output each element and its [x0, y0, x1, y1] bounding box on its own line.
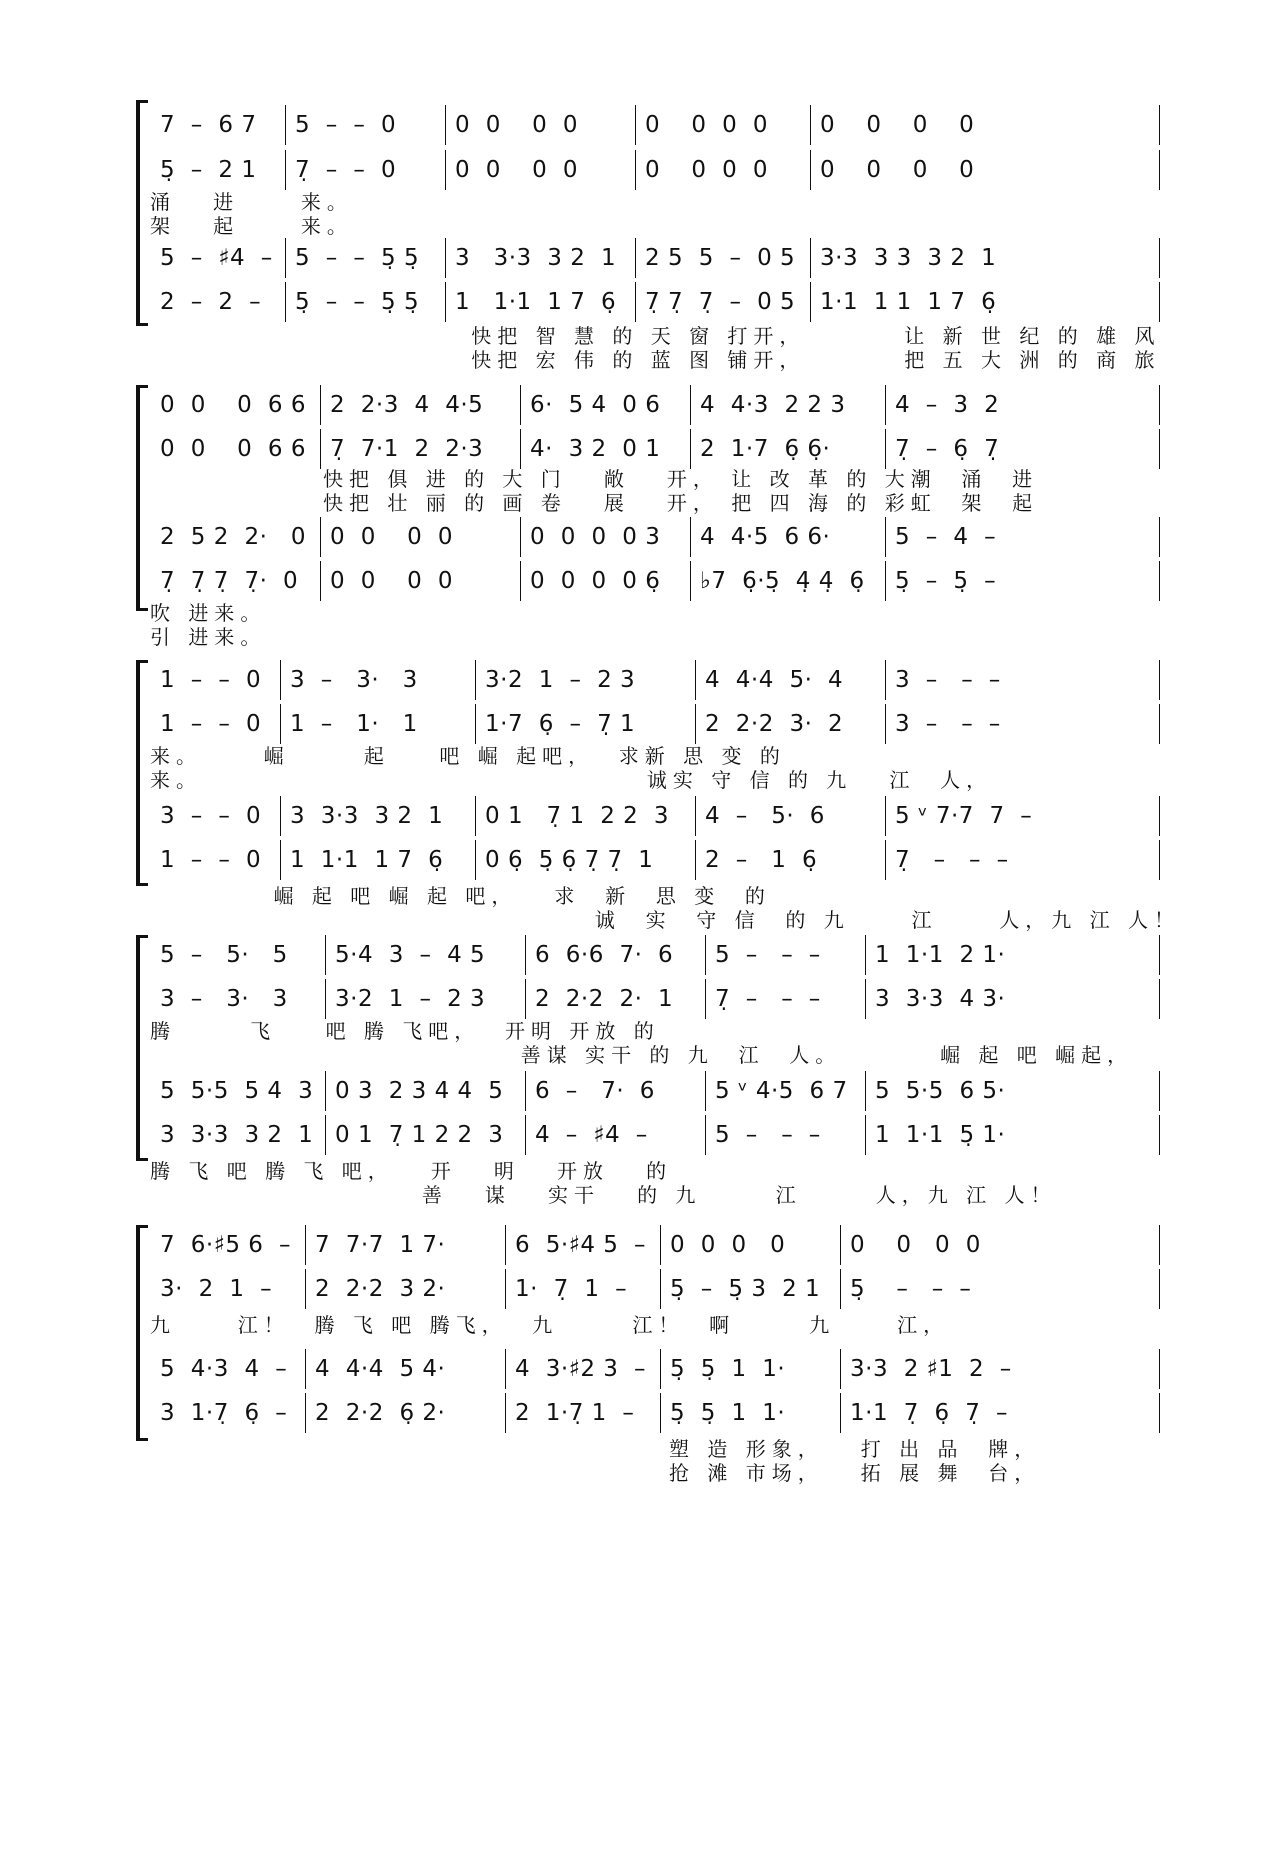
measure: 5 ᵛ 7·7 7 – [895, 803, 1033, 829]
score-system-1 [150, 100, 1161, 372]
measure: 0 0 0 0 [330, 568, 454, 594]
measure: 4 4·5 6 6· [700, 524, 831, 550]
measure: 7 7·7 1 7· [315, 1232, 446, 1258]
score-system-3 [150, 660, 1181, 932]
choir-bracket [136, 100, 148, 326]
measure: 1· 7̣ 1 – [515, 1276, 628, 1302]
lyric-line: 崛 起 吧 崛 起 吧， 求 新 思 变 的 [150, 884, 771, 908]
measure: 0 0 0 0 [645, 112, 769, 138]
measure: 0 3 2 3 4 4 5 [335, 1078, 504, 1104]
measure: 2 2·2 3· 2 [705, 711, 844, 737]
measure: 7 – 6 7 [160, 112, 257, 138]
lyric-line: 来。 诚实 守 信 的 九 江 人， [150, 768, 993, 792]
measure: 2 5 5 – 0 5 [645, 245, 796, 271]
score-system-4 [150, 935, 1160, 1207]
lyric-line: 吹 进来。 [150, 601, 267, 625]
measure: 1·7 6̣ – 7̣ 1 [485, 711, 636, 737]
lyric-line: 善 谋 实干 的 九 江 人，九 江 人！ [150, 1183, 1057, 1207]
measure: 0 0 0 0 [455, 157, 579, 183]
voice-soprano [150, 935, 1160, 975]
measure: ♭7 6̣·5̣ 4̣ 4̣ 6̣ [700, 568, 865, 594]
measure: 1 1·1 1 7 6̣ [290, 847, 444, 873]
measure: 1 – – 0 [160, 667, 262, 693]
measure: 0 0 0 0 3 [530, 524, 661, 550]
voice-soprano [150, 660, 1160, 700]
measure: 5 – – 0 [295, 112, 397, 138]
measure: 2 2·2 6̣ 2· [315, 1400, 446, 1426]
lyric-line: 抢 滩 市场， 拓 展 舞 台， [150, 1461, 1041, 1485]
measure: 0 0 0 0 [820, 157, 975, 183]
measure: 0 1 7̣ 1 2 2 3 [485, 803, 670, 829]
measure: 7̣ 7̣ 7̣ – 0 5 [645, 289, 796, 315]
measure: 3·3 2 ♯1 2 – [850, 1356, 1012, 1382]
measure: 6· 5 4 0 6 [530, 392, 661, 418]
measure: 3 3·3 4 3· [875, 986, 1006, 1012]
measure: 5̣ 5̣ 1 1· [670, 1356, 786, 1382]
measure: 3·2 1 – 2 3 [335, 986, 486, 1012]
score-system-2 [150, 385, 1160, 649]
measure: 1 – – 0 [160, 711, 262, 737]
voice-alto [150, 704, 1160, 744]
voice-bass [150, 1393, 1160, 1433]
measure: 2 – 1 6̣ [705, 847, 818, 873]
measure: 2 2·2 3 2· [315, 1276, 446, 1302]
lyric-line: 诚 实 守 信 的 九 江 人，九 江 人！ [150, 908, 1181, 932]
voice-tenor [150, 238, 1160, 278]
measure: 5̣ – – – [850, 1276, 972, 1302]
measure: 5 – 4 – [895, 524, 997, 550]
lyric-line: 架 起 来。 [150, 214, 353, 238]
lyric-line: 来。 崛 起 吧 崛 起吧， 求新 思 变 的 [150, 744, 786, 768]
measure: 1 1·1 2 1· [875, 942, 1006, 968]
measure: 4 4·4 5· 4 [705, 667, 844, 693]
lyric-line: 快把 俱 进 的 大 门 敞 开， 让 改 革 的 大潮 涌 进 [150, 467, 1039, 491]
measure: 7̣ – – – [895, 847, 1009, 873]
choir-bracket [136, 660, 148, 886]
measure: 4 – 3 2 [895, 392, 1000, 418]
score-system-5 [150, 1225, 1160, 1485]
lyric-line: 快把 宏 伟 的 蓝 图 铺开， 把 五 大 洲 的 商 旅 [150, 348, 1161, 372]
measure: 3 3·3 3 2 1 [160, 1122, 314, 1148]
measure: 7̣ 7̣ 7̣ 7̣· 0 [160, 568, 299, 594]
measure: 0 0 0 0 [670, 1232, 786, 1258]
measure: 0 0 0 0 [820, 112, 975, 138]
measure: 5 5·5 5 4 3 [160, 1078, 314, 1104]
measure: 3·2 1 – 2 3 [485, 667, 636, 693]
measure: 0 0 0 0 [850, 1232, 981, 1258]
voice-tenor [150, 1071, 1160, 1111]
measure: 0 0 0 0 [330, 524, 454, 550]
measure: 5 4·3 4 – [160, 1356, 288, 1382]
voice-bass [150, 840, 1160, 880]
lyric-line: 善谋 实干 的 九 江 人。 崛 起 吧 崛起， [150, 1043, 1134, 1067]
measure: 4 – ♯4 – [535, 1122, 648, 1148]
measure: 3·3 3 3 3 2 1 [820, 245, 997, 271]
measure: 2 1·7 6̣ 6̣· [700, 436, 831, 462]
measure: 0 6̣ 5̣ 6̣ 7̣ 7̣ 1 [485, 847, 654, 873]
measure: 3 – – – [895, 711, 1001, 737]
voice-bass [150, 561, 1160, 601]
lyric-line: 腾 飞 吧 腾 飞吧， 开明 开放 的 [150, 1019, 660, 1043]
lyric-line: 涌 进 来。 [150, 190, 353, 214]
choir-bracket [136, 935, 148, 1161]
measure: 5̣ 5̣ 1 1· [670, 1400, 786, 1426]
measure: 4 3·♯2 3 – [515, 1356, 647, 1382]
measure: 2 2·3 4 4·5 [330, 392, 484, 418]
voice-alto [150, 1269, 1160, 1309]
lyric-line: 塑 造 形象， 打 出 品 牌， [150, 1437, 1041, 1461]
measure: 1 1·1 5̣ 1· [875, 1122, 1006, 1148]
voice-bass [150, 1115, 1160, 1155]
measure: 3 – – – [895, 667, 1001, 693]
measure: 1 – – 0 [160, 847, 262, 873]
measure: 5·4 3 – 4 5 [335, 942, 486, 968]
measure: 5̣ – – 5̣ 5̣ [295, 289, 420, 315]
measure: 3 3·3 3 2 1 [290, 803, 444, 829]
measure: 5 – 5· 5 [160, 942, 288, 968]
measure: 5 – ♯4 – [160, 245, 273, 271]
voice-alto [150, 150, 1160, 190]
measure: 0 1 7̣ 1 2 2 3 [335, 1122, 504, 1148]
measure: 3 1·7̣ 6̣ – [160, 1400, 288, 1426]
measure: 3· 2 1 – [160, 1276, 273, 1302]
voice-tenor [150, 796, 1160, 836]
measure: 7̣ – 6̣ 7̣ [895, 436, 1000, 462]
measure: 2 1·7̣ 1 – [515, 1400, 635, 1426]
measure: 7̣ – – 0 [295, 157, 397, 183]
measure: 1·1 7̣ 6̣ 7̣ – [850, 1400, 1008, 1426]
measure: 3 – 3· 3 [160, 986, 288, 1012]
measure: 1 – 1· 1 [290, 711, 418, 737]
measure: 0 0 0 0 6̣ [530, 568, 661, 594]
measure: 2 2·2 2· 1 [535, 986, 674, 1012]
voice-alto [150, 979, 1160, 1019]
voice-bass [150, 282, 1160, 322]
measure: 0 0 0 6 6 [160, 392, 306, 418]
lyric-line: 快把 壮 丽 的 画 卷 展 开， 把 四 海 的 彩虹 架 起 [150, 491, 1039, 515]
choir-bracket [136, 385, 148, 611]
measure: 3 – 3· 3 [290, 667, 418, 693]
measure: 5 5·5 6 5· [875, 1078, 1006, 1104]
measure: 5̣ – 5̣ – [895, 568, 997, 594]
measure: 5 – – – [715, 942, 821, 968]
measure: 6 6·6 7· 6 [535, 942, 674, 968]
voice-soprano [150, 105, 1160, 145]
voice-tenor [150, 1349, 1160, 1389]
measure: 0 0 0 0 [455, 112, 579, 138]
lyric-line: 腾 飞 吧 腾 飞 吧， 开 明 开放 的 [150, 1159, 673, 1183]
measure: 4 4·4 5 4· [315, 1356, 446, 1382]
measure: 4 4·3 2 2 3 [700, 392, 846, 418]
measure: 5̣ – 5̣ 3 2 1 [670, 1276, 821, 1302]
measure: 5 – – 5̣ 5̣ [295, 245, 420, 271]
measure: 7̣ 7·1 2 2·3 [330, 436, 484, 462]
voice-tenor [150, 517, 1160, 557]
voice-soprano [150, 385, 1160, 425]
measure: 2 – 2 – [160, 289, 262, 315]
measure: 7 6·♯5 6 – [160, 1232, 292, 1258]
choir-bracket [136, 1225, 148, 1441]
measure: 3 3·3 3 2 1 [455, 245, 617, 271]
measure: 5̣ – 2 1 [160, 157, 257, 183]
measure: 5 ᵛ 4·5 6 7 [715, 1078, 848, 1104]
measure: 4 – 5· 6 [705, 803, 825, 829]
measure: 4· 3 2 0 1 [530, 436, 661, 462]
lyric-line: 九 江！ 腾 飞 吧 腾飞， 九 江！ 啊 九 江， [150, 1313, 950, 1337]
measure: 1 1·1 1 7 6̣ [455, 289, 617, 315]
lyric-line: 引 进来。 [150, 625, 267, 649]
voice-soprano [150, 1225, 1160, 1265]
lyric-line: 快把 智 慧 的 天 窗 打开， 让 新 世 纪 的 雄 风 [150, 324, 1161, 348]
voice-alto [150, 429, 1160, 469]
measure: 2 5 2 2· 0 [160, 524, 306, 550]
measure: 6 – 7· 6 [535, 1078, 655, 1104]
measure: 0 0 0 6 6 [160, 436, 306, 462]
measure: 6 5·♯4 5 – [515, 1232, 647, 1258]
measure: 3 – – 0 [160, 803, 262, 829]
measure: 0 0 0 0 [645, 157, 769, 183]
measure: 1·1 1 1 1 7 6̣ [820, 289, 997, 315]
measure: 5 – – – [715, 1122, 821, 1148]
measure: 7̣ – – – [715, 986, 821, 1012]
